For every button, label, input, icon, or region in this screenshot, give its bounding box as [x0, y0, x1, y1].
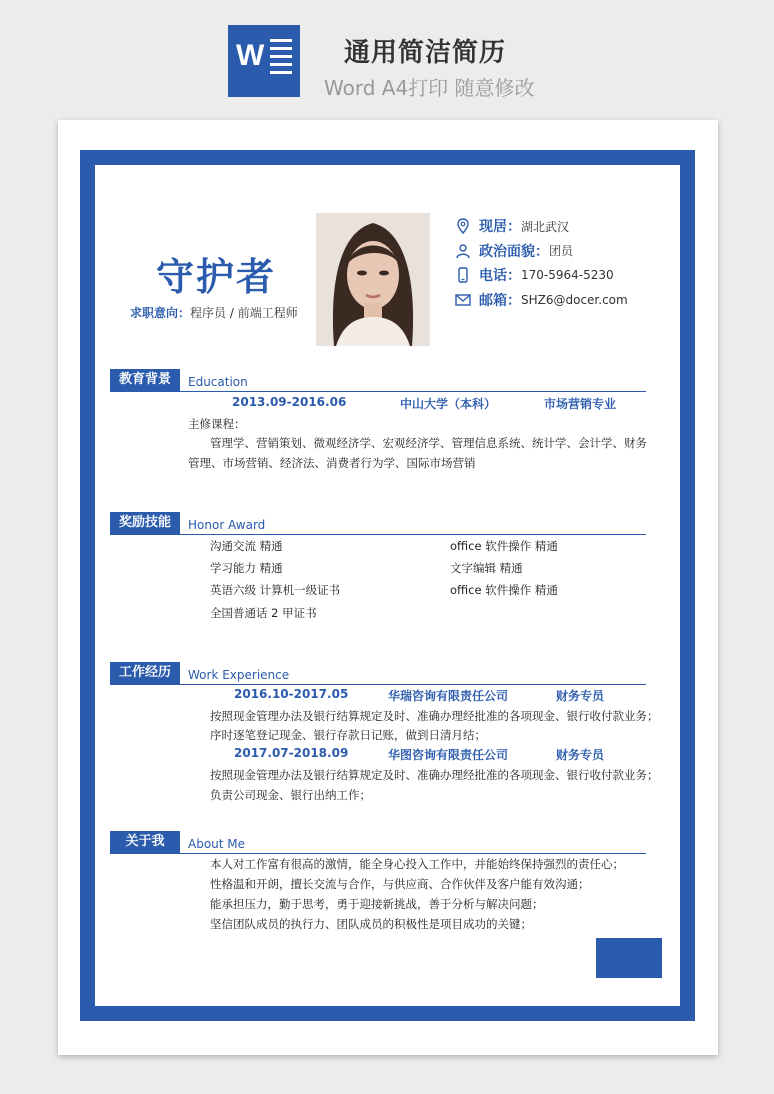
job-desc: 负责公司现金、银行出纳工作；	[210, 788, 371, 802]
mail-icon	[455, 292, 473, 308]
edu-major: 市场营销专业	[544, 397, 617, 411]
top-header	[0, 0, 774, 110]
contact-phone-value: 170-5964-5230	[521, 268, 614, 283]
job-intent-label: 求职意向：	[130, 306, 191, 320]
section-header	[110, 369, 646, 392]
edu-period: 2013.09-2016.06	[232, 395, 347, 409]
honor-item: 英语六级 计算机一级证书	[210, 583, 341, 597]
job-intent	[130, 304, 298, 321]
contact-phone	[455, 263, 675, 288]
section-work	[110, 662, 659, 802]
job-desc: 按照现金管理办法及银行结算规定及时、准确办理经批准的各项现金、银行收付款业务；	[210, 709, 659, 723]
job-intent-value: 程序员 / 前端工程师	[190, 306, 298, 320]
section-title: 教育背景	[110, 369, 180, 391]
word-icon-letter: W	[236, 39, 265, 72]
section-header	[110, 512, 646, 535]
location-icon	[455, 218, 473, 234]
section-title: 奖励技能	[110, 512, 180, 534]
section-title: 工作经历	[110, 662, 180, 684]
honor-item: office 软件操作 精通	[450, 539, 558, 553]
job-period: 2016.10-2017.05	[234, 687, 349, 701]
resume-paper	[58, 120, 718, 1055]
edu-courses-line: 管理、市场营销、经济法、消费者行为学、国际市场营销	[188, 456, 476, 470]
section-honor	[110, 512, 646, 620]
job-company: 华瑞咨询有限责任公司	[388, 689, 509, 703]
section-title-en: Honor Award	[188, 518, 266, 532]
contact-email-key: 邮箱：	[479, 292, 521, 309]
contact-email-value: SHZ6@docer.com	[521, 292, 628, 307]
section-title-en: Work Experience	[188, 668, 290, 682]
person-icon	[455, 243, 473, 259]
section-title: 关于我	[110, 831, 180, 853]
contact-email	[455, 288, 675, 313]
contact-politics	[455, 239, 675, 264]
section-header	[110, 662, 646, 685]
job-period: 2017.07-2018.09	[234, 746, 349, 760]
contact-politics-value: 团员	[549, 244, 574, 259]
job-role: 财务专员	[556, 689, 605, 703]
section-title-en: About Me	[188, 837, 246, 851]
section-header	[110, 831, 646, 854]
job-role: 财务专员	[556, 748, 605, 762]
phone-icon	[455, 267, 473, 283]
section-education	[110, 369, 647, 470]
word-icon	[228, 25, 300, 97]
job-company: 华图咨询有限责任公司	[388, 748, 509, 762]
contact-phone-key: 电话：	[479, 268, 521, 285]
profile-photo	[316, 213, 430, 346]
about-line: 坚信团队成员的执行力、团队成员的积极性是项目成功的关键；	[210, 917, 532, 931]
decorative-block	[596, 938, 662, 978]
candidate-name: 守护者	[156, 255, 277, 299]
honor-item: office 软件操作 精通	[450, 583, 558, 597]
edu-courses-label: 主修课程：	[188, 417, 246, 431]
contact-list	[455, 214, 675, 312]
about-line: 性格温和开朗，擅长交流与合作，与供应商、合作伙伴及客户能有效沟通；	[210, 877, 590, 891]
page-title: 通用简洁简历	[344, 38, 507, 68]
job-desc: 按照现金管理办法及银行结算规定及时、准确办理经批准的各项现金、银行收付款业务；	[210, 768, 659, 782]
honor-item: 沟通交流 精通	[210, 539, 283, 553]
job-desc: 序时逐笔登记现金、银行存款日记账，做到日清月结；	[210, 728, 486, 742]
section-about	[110, 831, 646, 931]
contact-location	[455, 214, 675, 239]
honor-item: 全国普通话 2 甲证书	[210, 606, 317, 620]
contact-location-key: 现居：	[479, 219, 521, 236]
about-line: 能承担压力，勤于思考，勇于迎接新挑战，善于分析与解决问题；	[210, 897, 544, 911]
edu-courses-line: 管理学、营销策划、微观经济学、宏观经济学、管理信息系统、统计学、会计学、财务	[210, 436, 647, 450]
honor-item: 学习能力 精通	[210, 561, 283, 575]
about-line: 本人对工作富有很高的激情，能全身心投入工作中，并能始终保持强烈的责任心；	[210, 857, 624, 871]
honor-item: 文字编辑 精通	[450, 561, 523, 575]
edu-school: 中山大学（本科）	[400, 397, 497, 411]
contact-politics-key: 政治面貌：	[479, 243, 549, 260]
contact-location-value: 湖北武汉	[521, 219, 570, 234]
section-title-en: Education	[188, 375, 248, 389]
page-subtitle: Word A4打印 随意修改	[324, 76, 535, 100]
